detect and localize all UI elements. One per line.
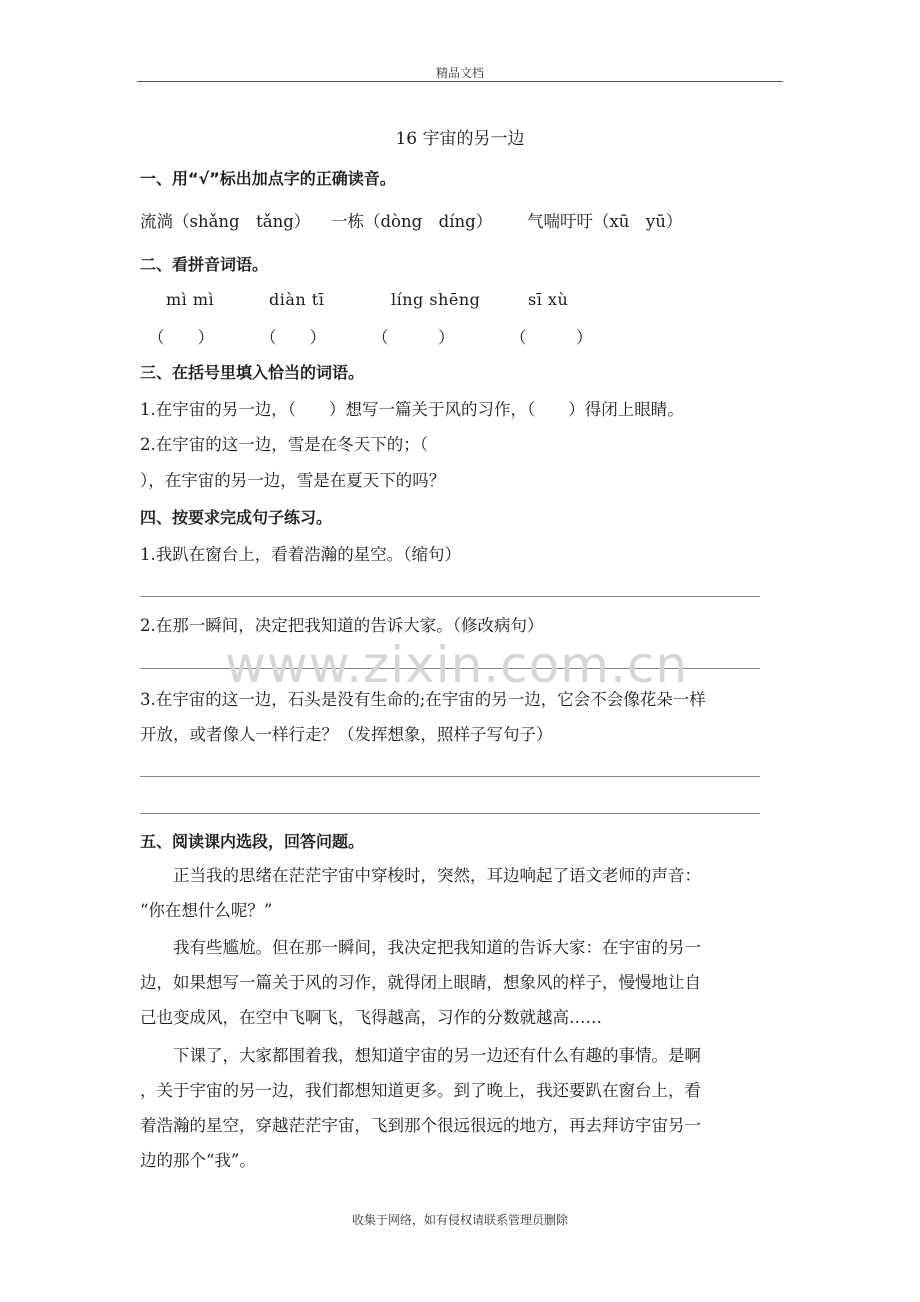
reading-paragraph-3 [140,1038,780,1178]
section-5-heading: 五、阅读课内选段，回答问题。 [140,832,365,851]
answer-bracket-4: （ ） [510,328,593,347]
section-1-heading: 一、用“√”标出加点字的正确读音。 [140,169,396,188]
paragraph-line: 着浩瀚的星空，穿越茫茫宇宙，飞到那个很远很远的地方，再去拜访宇宙另一 [140,1116,701,1135]
sentence-question-1: 1.我趴在窗台上，看着浩瀚的星空。（缩句） [140,545,461,564]
page-header: 精品文档 [435,66,484,80]
paragraph-line: 己也变成风，在空中飞啊飞，飞得越高，习作的分数就越高…… [140,1008,602,1027]
section-4-heading: 四、按要求完成句子练习。 [140,508,333,527]
paragraph-line: ，关于宇宙的另一边，我们都想知道更多。到了晚上，我还要趴在窗台上，看 [140,1081,701,1100]
paragraph-line: 边，如果想写一篇关于风的习作，就得闭上眼睛，想象风的样子，慢慢地让自 [140,973,701,992]
fill-question-2-line-1: 2.在宇宙的这一边，雪是在冬天下的；（ [140,435,428,454]
paragraph-line: 我有些尴尬。但在那一瞬间，我决定把我知道的告诉大家：在宇宙的另一 [140,938,701,957]
pinyin-choice-1: 流淌（shǎng tǎng） [140,212,311,231]
pinyin-word-3: líng shēng [391,290,481,309]
answer-bracket-3: （ ） [372,328,455,347]
paragraph-line: “你在想什么呢？” [140,901,273,920]
answer-line-4 [140,813,760,814]
answer-line-3 [140,776,760,777]
header-rule [137,81,783,82]
pinyin-choice-3: 气喘吁吁（xū yū） [527,212,683,231]
reading-paragraph-1 [140,858,780,928]
pinyin-word-4: sī xù [528,290,569,309]
fill-question-1: 1.在宇宙的另一边，（ ）想写一篇关于风的习作，（ ）得闭上眼睛。 [140,400,684,419]
section-2-heading: 二、看拼音词语。 [140,255,269,274]
section-3-heading: 三、在括号里填入恰当的词语。 [140,363,365,382]
pinyin-word-1: mì mì [166,290,215,309]
answer-bracket-1: （ ） [148,328,214,347]
reading-paragraph-2 [140,930,780,1035]
lesson-title: 16 宇宙的另一边 [395,129,525,149]
paragraph-line: 下课了，大家都围着我，想知道宇宙的另一边还有什么有趣的事情。是啊 [140,1046,701,1065]
paragraph-line: 边的那个“我”。 [140,1151,256,1170]
paragraph-line: 正当我的思绪在茫茫宇宙中穿梭时，突然，耳边响起了语文老师的声音： [140,866,701,885]
sentence-question-3-line-2: 开放，或者像人一样行走？（发挥想象，照样子写句子） [140,725,553,744]
answer-bracket-2: （ ） [260,328,326,347]
fill-question-2-line-2: ），在宇宙的另一边，雪是在夏天下的吗？ [140,471,446,490]
answer-line-1 [140,596,760,597]
sentence-question-3-line-1: 3.在宇宙的这一边，石头是没有生命的;在宇宙的另一边，它会不会像花朵一样 [140,690,706,709]
watermark: www.zixin.com.cn [225,636,689,694]
pinyin-choice-2: 一栋（dòng díng） [331,212,493,231]
pinyin-word-2: diàn tī [269,290,325,309]
sentence-question-2: 2.在那一瞬间，决定把我知道的告诉大家。（修改病句） [140,616,544,635]
page-footer: 收集于网络，如有侵权请联系管理员删除 [351,1213,568,1227]
